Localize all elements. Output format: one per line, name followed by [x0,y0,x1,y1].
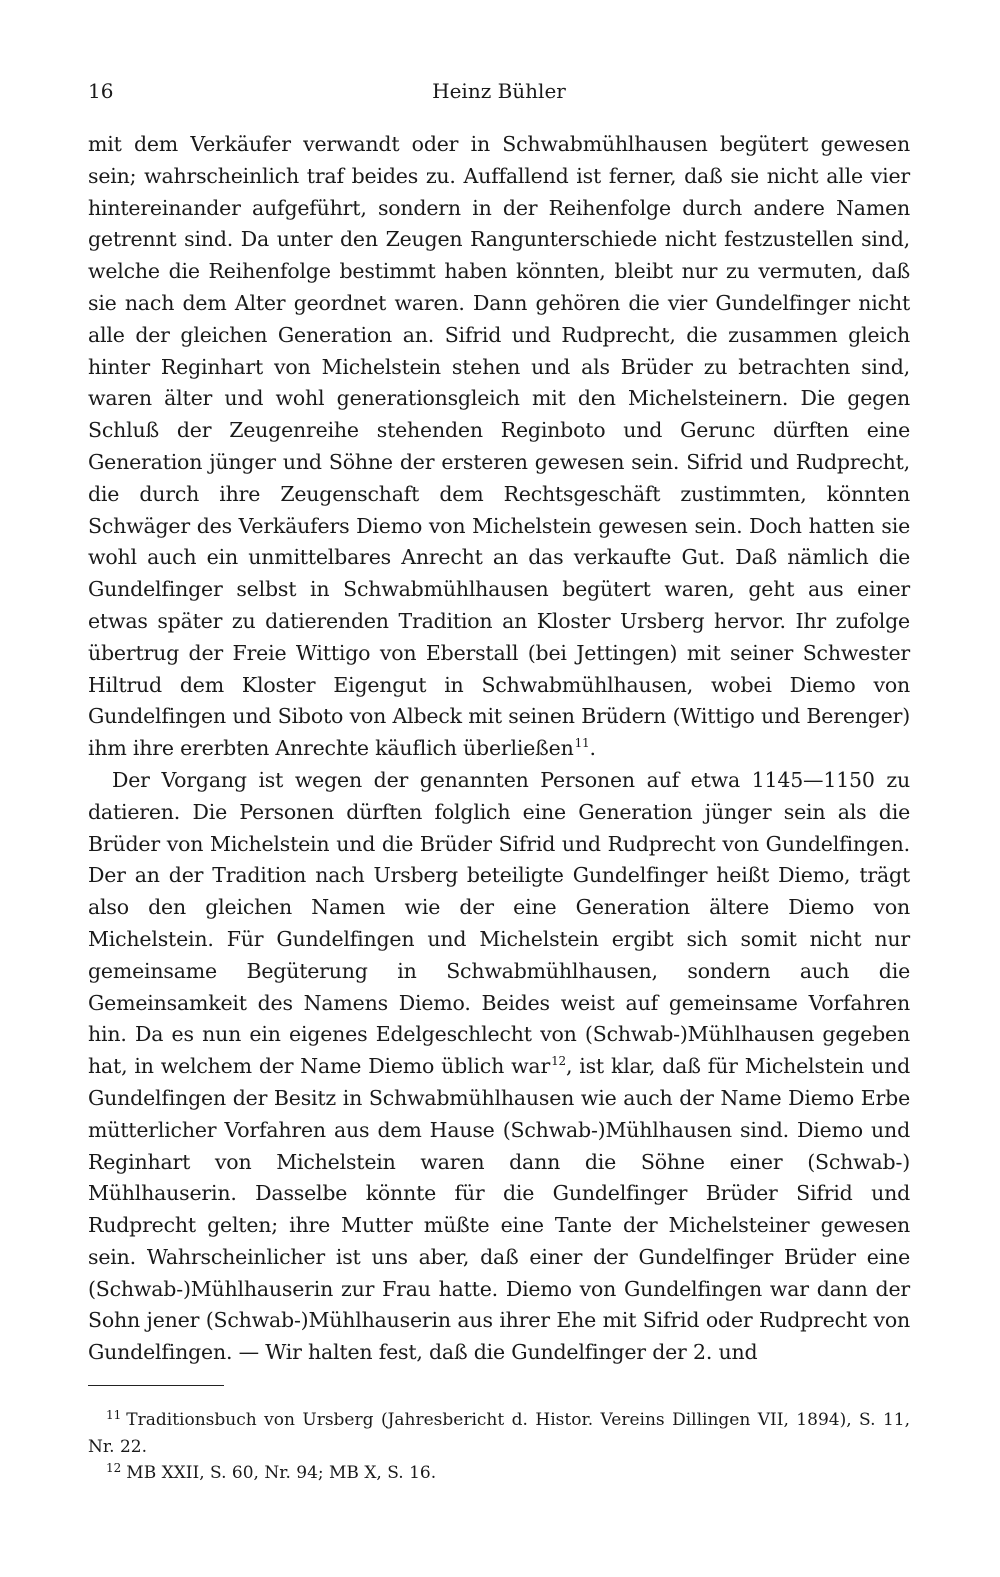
paragraph-1-text: mit dem Verkäufer verwandt oder in Schwabmühlhausen begütert gewesen sein; wahrscheinlich traf beides zu. Auffallend ist ferner, daß sie nicht alle vier hintereinander aufgeführt, sondern in der Reihenfolge durch andere Namen getrennt sind. Da unter den Zeugen Rangunterschiede nicht festzustellen sind, welche die Reihenfolge bestimmt haben könnten, bleibt nur zu vermuten, daß sie nach dem Alter geordnet waren. Dann gehören die vier Gundelfinger nicht alle der gleichen Generation an. Sifrid und Rudprecht, die zusammen gleich hinter Reginhart von Michelstein stehen und als Brüder zu betrachten sind, waren älter und wohl generationsgleich mit den Michelsteinern. Die gegen Schluß der Zeugenreihe stehenden Reginboto und Gerunc dürften eine Generation jünger und Söhne der ersteren gewesen sein. Sifrid und Rudprecht, die durch ihre Zeugenschaft dem Rechtsgeschäft zustimmten, könnten Schwäger des Verkäufers Diemo von Michelstein gewesen sein. Doch hatten sie wohl auch ein unmittelbares Anrecht an das verkaufte Gut. Daß nämlich die Gundelfinger selbst in Schwabmühlhausen begütert waren, geht aus einer etwas später zu datierenden Tradition an Kloster Ursberg hervor. Ihr zufolge übertrug der Freie Wittigo von Eberstall (bei Jettingen) mit seiner Schwester Hiltrud dem Kloster Eigengut in Schwabmühlhausen, wobei Diemo von Gundelfingen und Siboto von Albeck mit seinen Brüdern (Wittigo und Berenger) ihm ihre ererbten Anrechte käuflich überließen [88,132,910,761]
footnote-text-12: MB XXII, S. 60, Nr. 94; MB X, S. 16. [126,1463,437,1483]
running-head: Heinz Bühler [432,79,566,103]
footnote-number-11: 11 [106,1408,122,1422]
footnote-ref-11: 11 [574,736,590,751]
footnote-number-12: 12 [106,1461,122,1475]
paragraph-1-end: . [589,736,596,761]
footnote-rule [88,1385,224,1386]
paragraph-1 [88,129,910,765]
page-header [88,76,910,106]
paragraph-2 [88,765,910,1369]
page-number: 16 [88,79,114,103]
paragraph-2-text-b: , ist klar, daß für Michelstein und Gundelfingen der Besitz in Schwabmühlhausen wie auch der Name Diemo Erbe mütterlicher Vorfahren aus dem Hause (Schwab-)Mühlhausen sind. Diemo und Reginhart von Michelstein waren dann die Söhne einer (Schwab-) Mühlhauserin. Dasselbe könnte für die Gundelfinger Brüder Sifrid und Rudprecht gelten; ihre Mutter müßte eine Tante der Michelsteiner gewesen sein. Wahrscheinlicher ist uns aber, daß einer der Gundelfinger Brüder eine (Schwab-)Mühlhauserin zur Frau hatte. Diemo von Gundelfingen war dann der Sohn jener (Schwab-)Mühlhauserin aus ihrer Ehe mit Sifrid oder Rudprecht von Gundelfingen. — Wir halten fest, daß die Gundelfinger der 2. und [88,1054,910,1365]
footnote-12 [88,1460,910,1487]
body-text [88,129,910,1369]
paragraph-2-text-a: Der Vorgang ist wegen der genannten Personen auf etwa 1145—1150 zu datieren. Die Personen dürften folglich eine Generation jünger sein als die Brüder von Michelstein und die Brüder Sifrid und Rudprecht von Gundelfingen. Der an der Tradition nach Ursberg beteiligte Gundelfinger heißt Diemo, trägt also den gleichen Namen wie der eine Generation ältere Diemo von Michelstein. Für Gundelfingen und Michelstein ergibt sich somit nicht nur gemeinsame Begüterung in Schwabmühlhausen, sondern auch die Gemeinsamkeit des Namens Diemo. Beides weist auf gemeinsame Vorfahren hin. Da es nun ein eigenes Edelgeschlecht von (Schwab-)Mühlhausen gegeben hat, in welchem der Name Diemo üblich war [88,767,910,1079]
footnote-ref-12: 12 [551,1054,566,1069]
footnote-text-11: Traditionsbuch von Ursberg (Jahresbericht d. Histor. Vereins Dillingen VII, 1894), S. 11, Nr. 22. [88,1410,910,1457]
footnote-11 [88,1407,910,1460]
footnotes [88,1407,910,1487]
